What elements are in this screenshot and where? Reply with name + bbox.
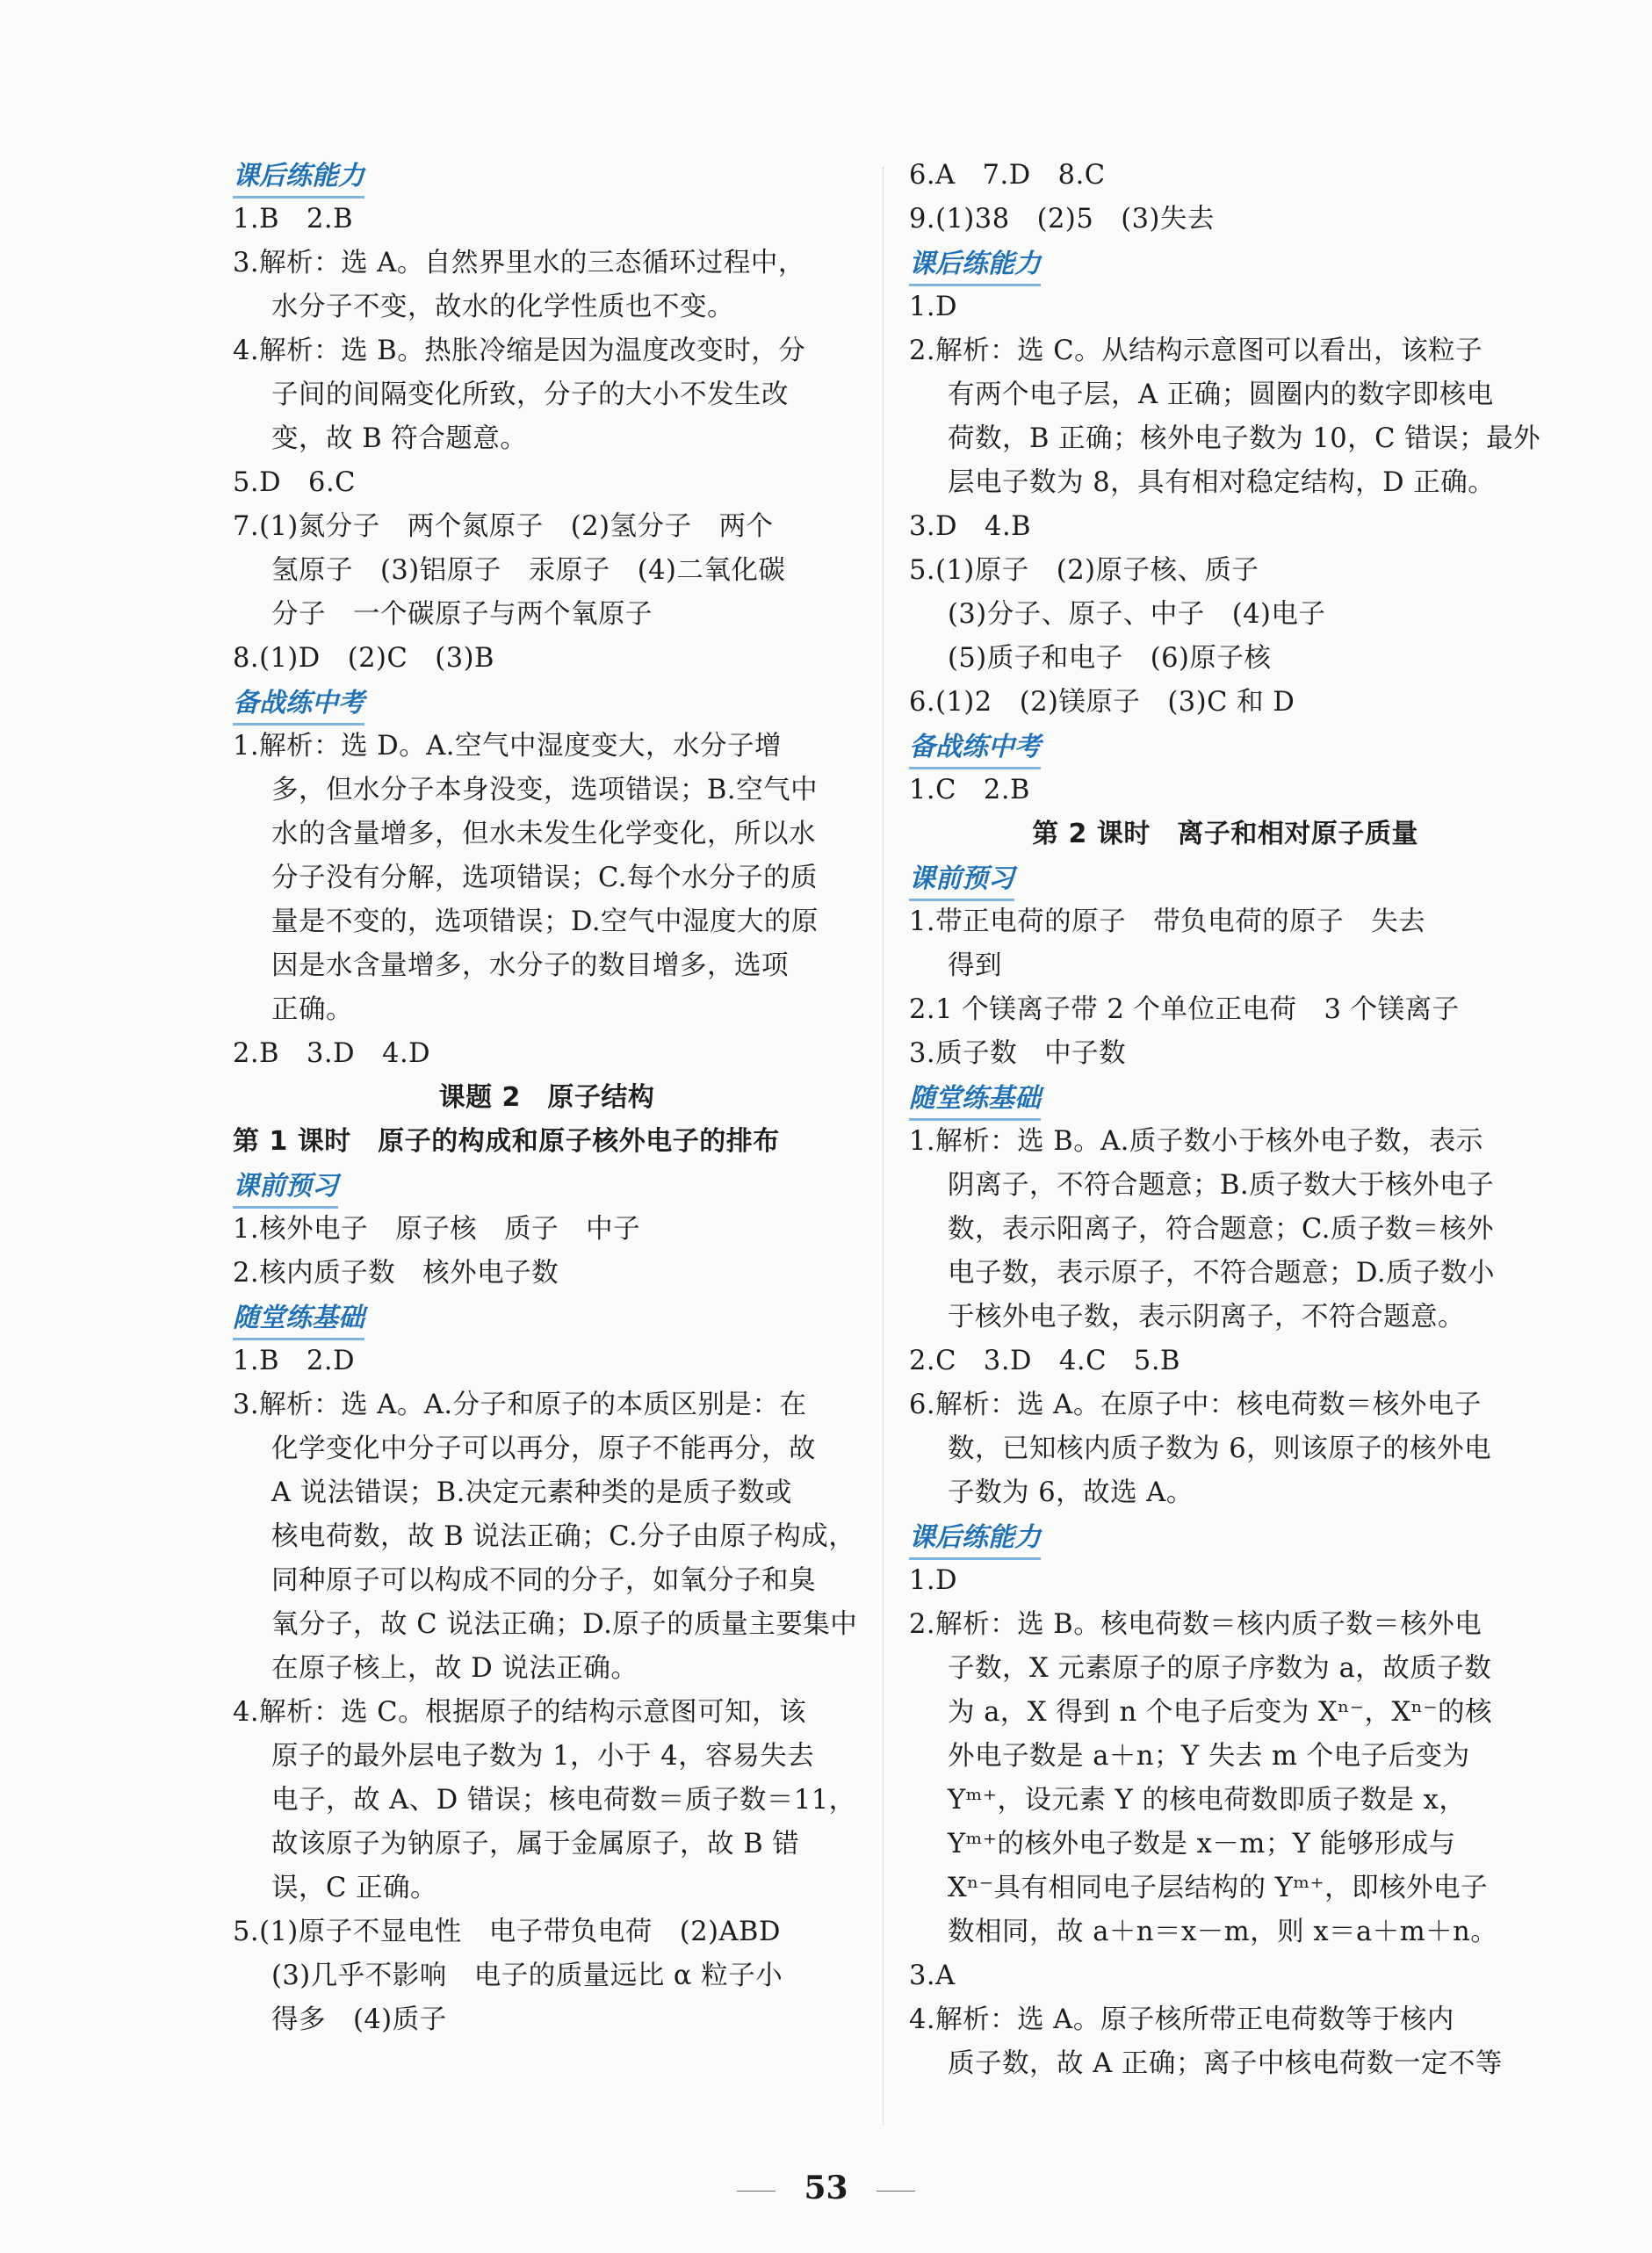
answer-line: 5.(1)原子 (2)原子核、质子 xyxy=(909,555,1259,586)
answer-line: Yᵐ⁺，设元素 Y 的核电荷数即质子数是 x， xyxy=(948,1785,1467,1816)
section-heading: 课后练能力 xyxy=(909,247,1041,286)
section-heading-wrap xyxy=(909,1076,1541,1120)
column-divider xyxy=(883,167,884,2126)
answer-line: 1.解析：选 D。A.空气中湿度变大，水分子增 xyxy=(233,731,782,762)
left-column xyxy=(233,154,861,2042)
answer-line: 7.(1)氮分子 两个氮原子 (2)氢分子 两个 xyxy=(233,511,774,542)
answer-line: 多，但水分子本身没变，选项错误；B.空气中 xyxy=(271,775,819,805)
answer-line: 同种原子可以构成不同的分子，如氧分子和臭 xyxy=(271,1565,816,1596)
answer-line: 3.质子数 中子数 xyxy=(909,1038,1127,1069)
page-footer xyxy=(0,2170,1652,2206)
lesson-title: 课题 2 原子结构 xyxy=(438,1082,655,1113)
answer-line: 于核外电子数，表示阴离子，不符合题意。 xyxy=(948,1302,1465,1332)
answer-line: 4.解析：选 A。原子核所带正电荷数等于核内 xyxy=(909,2004,1454,2035)
footer-dash-right xyxy=(876,2191,915,2192)
answer-line: 误，C 正确。 xyxy=(271,1873,438,1903)
lesson-title: 第 2 课时 离子和相对原子质量 xyxy=(1032,819,1418,849)
answer-line: 6.(1)2 (2)镁原子 (3)C 和 D xyxy=(909,687,1295,718)
answer-line: 正确。 xyxy=(271,994,353,1025)
section-heading: 备战练中考 xyxy=(909,730,1041,769)
right-column xyxy=(909,154,1541,2086)
answer-line: 6.解析：选 A。在原子中：核电荷数＝核外电子 xyxy=(909,1390,1482,1420)
answer-line: 因是水含量增多，水分子的数目增多，选项 xyxy=(271,950,789,981)
answer-line: 有两个电子层，A 正确；圆圈内的数字即核电 xyxy=(948,379,1494,410)
section-heading: 课前预习 xyxy=(233,1169,338,1209)
answer-line: 层电子数为 8，具有相对稳定结构，D 正确。 xyxy=(948,467,1496,498)
page-number: 53 xyxy=(804,2170,848,2206)
answer-line: 在原子核上，故 D 说法正确。 xyxy=(271,1653,638,1684)
answer-line: (3)分子、原子、中子 (4)电子 xyxy=(948,599,1326,630)
section-heading-wrap xyxy=(233,154,861,198)
answer-line: 数，表示阳离子，符合题意；C.质子数＝核外 xyxy=(948,1214,1494,1245)
answer-line: 5.(1)原子不显电性 电子带负电荷 (2)ABD xyxy=(233,1917,781,1947)
answer-line: 2.解析：选 C。从结构示意图可以看出，该粒子 xyxy=(909,336,1483,366)
section-heading: 课后练能力 xyxy=(233,159,364,199)
answer-line: 1.B 2.D xyxy=(233,1346,356,1376)
answer-line: 水分子不变，故水的化学性质也不变。 xyxy=(271,292,734,322)
lesson-title: 第 1 课时 原子的构成和原子核外电子的排布 xyxy=(233,1126,780,1157)
answer-line: Xⁿ⁻具有相同电子层结构的 Yᵐ⁺，即核外电子 xyxy=(948,1873,1489,1903)
answer-line: 2.解析：选 B。核电荷数＝核内质子数＝核外电 xyxy=(909,1609,1482,1640)
answer-line: 4.解析：选 B。热胀冷缩是因为温度改变时，分 xyxy=(233,336,806,366)
section-heading: 随堂练基础 xyxy=(909,1081,1041,1121)
answer-line: 2.B 3.D 4.D xyxy=(233,1038,431,1069)
answer-line: 1.C 2.B xyxy=(909,775,1030,805)
answer-line: 分子 一个碳原子与两个氧原子 xyxy=(271,599,653,630)
answer-line: 子数，X 元素原子的原子序数为 a，故质子数 xyxy=(948,1653,1492,1684)
answer-line: A 说法错误；B.决定元素种类的是质子数或 xyxy=(271,1477,792,1508)
answer-line: 5.D 6.C xyxy=(233,467,356,498)
answer-line: 4.解析：选 C。根据原子的结构示意图可知，该 xyxy=(233,1697,807,1728)
answer-line: (3)几乎不影响 电子的质量远比 α 粒子小 xyxy=(271,1961,783,1991)
answer-line: 3.解析：选 A。自然界里水的三态循环过程中， xyxy=(233,248,805,278)
answer-line: 变，故 B 符合题意。 xyxy=(271,423,528,454)
section-heading-wrap xyxy=(233,1164,861,1208)
answer-line: 原子的最外层电子数为 1，小于 4，容易失去 xyxy=(271,1741,815,1772)
answer-line: 数相同，故 a＋n＝x－m，则 x＝a＋m＋n。 xyxy=(948,1917,1498,1947)
section-heading: 课前预习 xyxy=(909,862,1014,901)
section-heading-wrap xyxy=(909,1515,1541,1559)
answer-line: 9.(1)38 (2)5 (3)失去 xyxy=(909,204,1215,235)
answer-line: 电子，故 A、D 错误；核电荷数＝质子数＝11， xyxy=(271,1785,856,1816)
answer-line: 数，已知核内质子数为 6，则该原子的核外电 xyxy=(948,1433,1492,1464)
footer-dash-left xyxy=(737,2191,776,2192)
section-heading-wrap xyxy=(909,856,1541,900)
answer-line: 水的含量增多，但水未发生化学变化，所以水 xyxy=(271,819,816,849)
answer-line: 量是不变的，选项错误；D.空气中湿度大的原 xyxy=(271,906,819,937)
answer-line: Yᵐ⁺的核外电子数是 x－m；Y 能够形成与 xyxy=(948,1829,1456,1859)
section-heading: 备战练中考 xyxy=(233,686,364,726)
section-heading-wrap xyxy=(909,242,1541,285)
answer-line: 1.解析：选 B。A.质子数小于核外电子数，表示 xyxy=(909,1126,1483,1157)
answer-line: 得多 (4)质子 xyxy=(271,2004,447,2035)
answer-line: 2.核内质子数 核外电子数 xyxy=(233,1258,559,1289)
answer-line: 质子数，故 A 正确；离子中核电荷数一定不等 xyxy=(948,2048,1503,2079)
answer-line: 1.D xyxy=(909,1565,958,1596)
answer-line: 化学变化中分子可以再分，原子不能再分，故 xyxy=(271,1433,816,1464)
answer-line: 1.B 2.B xyxy=(233,204,354,235)
answer-line: 子数为 6，故选 A。 xyxy=(948,1477,1194,1508)
answer-line: 1.带正电荷的原子 带负电荷的原子 失去 xyxy=(909,906,1426,937)
answer-line: 阴离子，不符合题意；B.质子数大于核外电子 xyxy=(948,1170,1495,1201)
answer-line: 3.A xyxy=(909,1961,956,1991)
section-heading: 随堂练基础 xyxy=(233,1301,364,1340)
answer-line: 电子数，表示原子，不符合题意；D.质子数小 xyxy=(948,1258,1496,1289)
section-heading: 课后练能力 xyxy=(909,1520,1041,1560)
answer-line: 1.核外电子 原子核 质子 中子 xyxy=(233,1214,641,1245)
answer-line: 故该原子为钠原子，属于金属原子，故 B 错 xyxy=(271,1829,800,1859)
answer-line: 3.解析：选 A。A.分子和原子的本质区别是：在 xyxy=(233,1390,807,1420)
answer-line: 氢原子 (3)铝原子 汞原子 (4)二氧化碳 xyxy=(271,555,786,586)
answer-line: 3.D 4.B xyxy=(909,511,1032,542)
section-heading-wrap xyxy=(909,725,1541,769)
answer-line: 分子没有分解，选项错误；C.每个水分子的质 xyxy=(271,863,818,893)
answer-line: 子间的间隔变化所致，分子的大小不发生改 xyxy=(271,379,789,410)
answer-line: 6.A 7.D 8.C xyxy=(909,160,1106,191)
answer-line: 为 a，X 得到 n 个电子后变为 Xⁿ⁻，Xⁿ⁻的核 xyxy=(948,1697,1493,1728)
section-heading-wrap xyxy=(233,1296,861,1340)
answer-line: (5)质子和电子 (6)原子核 xyxy=(948,643,1272,674)
answer-line: 得到 xyxy=(948,950,1002,981)
answer-line: 1.D xyxy=(909,292,958,322)
answer-line: 2.1 个镁离子带 2 个单位正电荷 3 个镁离子 xyxy=(909,994,1460,1025)
answer-line: 8.(1)D (2)C (3)B xyxy=(233,643,494,674)
answer-line: 荷数，B 正确；核外电子数为 10，C 错误；最外 xyxy=(948,423,1541,454)
answer-line: 氧分子，故 C 说法正确；D.原子的质量主要集中 xyxy=(271,1609,858,1640)
section-heading-wrap xyxy=(233,681,861,725)
answer-line: 2.C 3.D 4.C 5.B xyxy=(909,1346,1180,1376)
answer-line: 外电子数是 a＋n；Y 失去 m 个电子后变为 xyxy=(948,1741,1470,1772)
answer-line: 核电荷数，故 B 说法正确；C.分子由原子构成， xyxy=(271,1521,856,1552)
